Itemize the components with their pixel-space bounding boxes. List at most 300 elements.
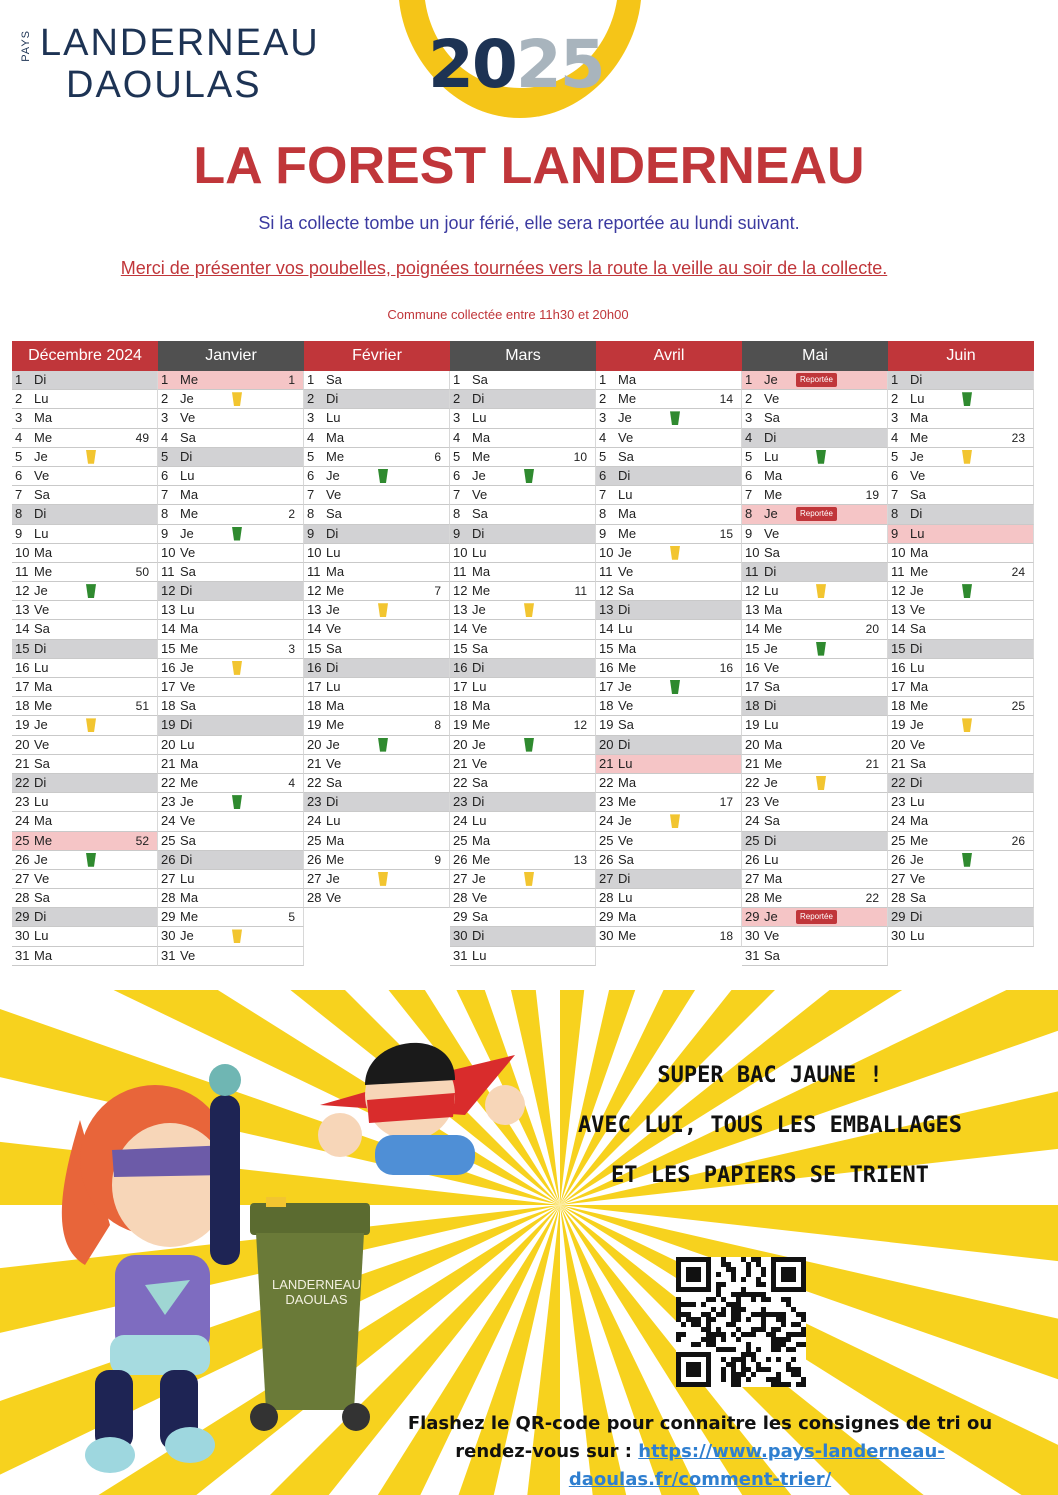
day-weekday: Di	[764, 832, 777, 848]
day-number: 25	[599, 832, 614, 848]
day-row	[742, 429, 888, 448]
week-number: 52	[135, 833, 149, 848]
day-number: 5	[891, 448, 899, 464]
week-number: 16	[719, 660, 733, 675]
day-row	[304, 889, 450, 908]
day-number: 1	[307, 372, 315, 387]
day-row	[596, 448, 742, 467]
week-number: 2	[288, 507, 295, 522]
day-number: 20	[891, 736, 906, 752]
day-row	[12, 448, 158, 467]
day-row	[12, 774, 158, 793]
day-weekday: Ma	[180, 755, 199, 771]
week-number: 49	[135, 430, 149, 445]
day-weekday: Ve	[910, 870, 926, 886]
yellow-bin-icon	[86, 450, 96, 464]
slogan-line-2: AVEC LUI, TOUS LES EMBALLAGES	[577, 1113, 963, 1138]
day-number: 11	[15, 563, 29, 579]
day-row	[158, 409, 304, 428]
day-weekday: Ma	[326, 563, 345, 579]
day-row	[158, 812, 304, 831]
day-row	[888, 793, 1034, 812]
day-row	[742, 544, 888, 563]
day-row	[450, 716, 596, 735]
day-weekday: Di	[910, 774, 923, 790]
day-number: 27	[745, 870, 760, 886]
day-number: 21	[745, 755, 760, 771]
day-number: 14	[307, 621, 322, 637]
day-row	[450, 697, 596, 716]
day-weekday: Ve	[326, 890, 342, 906]
day-row	[888, 448, 1034, 467]
day-weekday: Ve	[910, 467, 926, 483]
day-row	[596, 563, 742, 582]
collection-calendar	[12, 341, 1034, 1001]
day-row	[158, 601, 304, 620]
day-row	[304, 659, 450, 678]
day-number: 12	[599, 583, 614, 599]
day-number: 18	[745, 698, 760, 714]
day-weekday: Lu	[472, 947, 487, 963]
day-weekday: Sa	[618, 583, 634, 599]
website-link[interactable]: https://www.pays-landerneau-daoulas.fr/comment-trier/	[568, 1441, 945, 1490]
day-row	[12, 659, 158, 678]
day-row	[742, 620, 888, 639]
day-number: 3	[453, 410, 461, 426]
day-number: 5	[599, 448, 607, 464]
day-weekday: Ve	[764, 794, 780, 810]
day-weekday: Je	[472, 736, 486, 752]
week-number: 22	[865, 891, 879, 906]
day-weekday: Je	[618, 813, 632, 829]
day-weekday: Lu	[34, 391, 49, 407]
day-number: 21	[161, 755, 176, 771]
day-row	[12, 697, 158, 716]
day-row	[742, 390, 888, 409]
day-weekday: Lu	[618, 755, 633, 771]
day-row	[596, 812, 742, 831]
day-weekday: Lu	[34, 525, 49, 541]
day-weekday: Lu	[326, 544, 341, 560]
day-weekday: Lu	[472, 410, 487, 426]
day-row	[304, 755, 450, 774]
day-row	[596, 889, 742, 908]
week-number: 26	[1011, 833, 1025, 848]
day-weekday: Ma	[34, 410, 53, 426]
day-weekday: Ma	[618, 640, 637, 656]
yellow-bin-icon	[962, 718, 972, 732]
day-number: 23	[15, 794, 30, 810]
day-number: 20	[161, 736, 176, 752]
day-weekday: Lu	[472, 679, 487, 694]
day-number: 23	[307, 794, 322, 810]
day-weekday: Je	[764, 774, 778, 790]
day-row	[12, 947, 158, 966]
day-number: 9	[891, 525, 899, 541]
day-number: 17	[15, 679, 30, 694]
day-row	[596, 851, 742, 870]
day-row	[158, 505, 304, 524]
day-number: 16	[745, 659, 760, 675]
day-row	[304, 467, 450, 486]
day-weekday: Je	[910, 583, 924, 599]
day-row	[450, 659, 596, 678]
day-row	[742, 486, 888, 505]
day-number: 29	[599, 909, 614, 925]
day-weekday: Di	[34, 909, 47, 925]
day-weekday: Ve	[326, 487, 342, 503]
green-bin-icon	[670, 680, 680, 694]
day-row	[596, 620, 742, 639]
day-row	[158, 927, 304, 946]
super-boy-illustration	[305, 1025, 525, 1200]
day-row	[12, 582, 158, 601]
day-weekday: Je	[618, 410, 632, 426]
day-row	[450, 678, 596, 697]
yellow-bin-icon	[378, 872, 388, 886]
day-row	[12, 505, 158, 524]
qr-code-icon[interactable]	[676, 1257, 806, 1387]
day-weekday: Lu	[618, 890, 633, 906]
day-number: 4	[161, 429, 169, 445]
day-number: 1	[599, 372, 607, 387]
day-weekday: Je	[326, 870, 340, 886]
day-row	[742, 927, 888, 946]
day-number: 19	[891, 717, 906, 733]
day-number: 28	[891, 890, 906, 906]
day-weekday: Ve	[618, 832, 634, 848]
day-row	[888, 505, 1034, 524]
day-weekday: Ma	[34, 679, 53, 694]
day-weekday: Lu	[472, 544, 487, 560]
day-row	[304, 390, 450, 409]
day-number: 5	[307, 448, 315, 464]
day-weekday: Me	[764, 621, 783, 637]
day-row	[888, 736, 1034, 755]
day-number: 9	[161, 525, 169, 541]
week-number: 12	[573, 718, 587, 733]
day-number: 6	[307, 467, 315, 483]
day-row	[450, 870, 596, 889]
day-weekday: Me	[326, 448, 345, 464]
month-header: Mai	[742, 341, 888, 371]
day-weekday: Me	[472, 583, 491, 599]
day-number: 28	[161, 890, 176, 906]
day-number: 9	[453, 525, 461, 541]
day-weekday: Ve	[910, 602, 926, 618]
day-number: 28	[599, 890, 614, 906]
day-row	[158, 659, 304, 678]
day-row	[158, 908, 304, 927]
day-row	[888, 525, 1034, 544]
day-number: 31	[161, 947, 176, 963]
day-weekday: Lu	[910, 659, 925, 675]
yellow-bin-icon	[378, 603, 388, 617]
day-row	[12, 429, 158, 448]
day-number: 16	[891, 659, 906, 675]
day-number: 27	[891, 870, 906, 886]
bin-logo: LANDERNEAU DAOULAS	[272, 1277, 361, 1307]
day-weekday: Lu	[180, 870, 195, 886]
day-number: 22	[453, 774, 468, 790]
day-number: 11	[745, 563, 759, 579]
day-number: 10	[891, 544, 906, 560]
green-bin-icon	[816, 450, 826, 464]
month-header: Décembre 2024	[12, 341, 158, 371]
day-number: 29	[15, 909, 30, 925]
day-row	[158, 774, 304, 793]
day-number: 27	[453, 870, 468, 886]
day-number: 19	[599, 717, 614, 733]
day-row	[304, 371, 450, 390]
day-number: 14	[161, 621, 176, 637]
day-weekday: Sa	[180, 832, 196, 848]
day-number: 8	[599, 506, 607, 522]
day-weekday: Me	[326, 851, 345, 867]
day-weekday: Sa	[764, 410, 780, 426]
day-number: 31	[453, 947, 468, 963]
day-weekday: Sa	[910, 755, 926, 771]
day-weekday: Di	[472, 659, 485, 675]
day-number: 11	[599, 563, 613, 579]
day-number: 26	[891, 851, 906, 867]
slogan-line-3: ET LES PAPIERS SE TRIENT	[611, 1163, 929, 1188]
day-weekday: Lu	[910, 525, 925, 541]
day-row	[158, 832, 304, 851]
day-number: 1	[745, 372, 753, 387]
day-row	[450, 947, 596, 966]
day-weekday: Je	[472, 602, 486, 618]
day-row	[450, 774, 596, 793]
day-weekday: Ve	[764, 391, 780, 407]
day-weekday: Ve	[618, 698, 634, 714]
day-number: 7	[599, 487, 607, 503]
day-weekday: Je	[764, 506, 778, 522]
day-row	[304, 870, 450, 889]
day-row	[888, 563, 1034, 582]
day-weekday: Ma	[472, 698, 491, 714]
day-weekday: Ve	[180, 947, 196, 963]
day-row	[12, 640, 158, 659]
day-weekday: Sa	[326, 640, 342, 656]
day-weekday: Me	[472, 717, 491, 733]
day-row	[158, 486, 304, 505]
day-row	[12, 870, 158, 889]
day-number: 12	[161, 583, 176, 599]
yellow-bin-icon	[86, 718, 96, 732]
day-weekday: Me	[180, 774, 199, 790]
day-weekday: Ma	[34, 813, 53, 829]
month-header: Février	[304, 341, 450, 371]
day-row	[450, 851, 596, 870]
day-number: 26	[453, 851, 468, 867]
day-number: 31	[15, 947, 30, 963]
day-row	[450, 505, 596, 524]
day-weekday: Ma	[326, 832, 345, 848]
day-number: 22	[891, 774, 906, 790]
day-number: 20	[453, 736, 468, 752]
green-bin-icon	[962, 584, 972, 598]
day-number: 11	[891, 563, 905, 579]
day-number: 19	[745, 717, 760, 733]
month-column	[596, 341, 742, 947]
day-number: 29	[745, 909, 760, 925]
day-number: 15	[453, 640, 468, 656]
day-number: 27	[161, 870, 176, 886]
day-weekday: Lu	[910, 928, 925, 944]
page-title: LA FOREST LANDERNEAU	[193, 137, 865, 195]
day-number: 3	[745, 410, 753, 426]
day-number: 14	[745, 621, 760, 637]
day-weekday: Lu	[34, 659, 49, 675]
day-number: 10	[745, 544, 760, 560]
day-number: 22	[161, 774, 176, 790]
day-weekday: Me	[472, 448, 491, 464]
day-weekday: Ve	[764, 659, 780, 675]
day-weekday: Me	[326, 717, 345, 733]
day-weekday: Me	[618, 794, 637, 810]
day-row	[596, 544, 742, 563]
day-row	[450, 563, 596, 582]
day-weekday: Lu	[180, 602, 195, 618]
day-row	[888, 927, 1034, 946]
day-number: 30	[15, 928, 30, 944]
day-row	[596, 908, 742, 927]
day-weekday: Me	[472, 851, 491, 867]
day-weekday: Sa	[764, 947, 780, 963]
day-row	[450, 908, 596, 927]
day-weekday: Me	[910, 429, 929, 445]
day-row	[12, 525, 158, 544]
day-number: 4	[599, 429, 607, 445]
day-weekday: Ve	[326, 755, 342, 771]
day-number: 24	[745, 813, 760, 829]
day-weekday: Lu	[764, 851, 779, 867]
day-row	[12, 716, 158, 735]
day-number: 15	[161, 640, 176, 656]
green-bin-icon	[232, 527, 242, 541]
day-row	[158, 620, 304, 639]
day-row	[888, 851, 1034, 870]
day-number: 19	[161, 717, 176, 733]
day-weekday: Je	[910, 448, 924, 464]
day-row	[888, 716, 1034, 735]
day-weekday: Lu	[764, 583, 779, 599]
day-number: 14	[891, 621, 906, 637]
day-row	[158, 736, 304, 755]
day-row	[742, 371, 888, 390]
day-weekday: Sa	[910, 487, 926, 503]
day-number: 5	[161, 448, 169, 464]
day-row	[596, 678, 742, 697]
day-weekday: Me	[180, 909, 199, 925]
day-weekday: Ma	[618, 909, 637, 925]
day-row	[12, 755, 158, 774]
day-weekday: Lu	[180, 467, 195, 483]
day-number: 29	[161, 909, 176, 925]
week-number: 23	[1011, 430, 1025, 445]
day-row	[596, 429, 742, 448]
yellow-bin-icon	[670, 546, 680, 560]
day-number: 5	[745, 448, 753, 464]
week-number: 50	[135, 564, 149, 579]
day-weekday: Lu	[910, 794, 925, 810]
day-number: 26	[745, 851, 760, 867]
day-weekday: Me	[180, 640, 199, 656]
day-weekday: Di	[472, 794, 485, 810]
day-row	[450, 409, 596, 428]
day-weekday: Je	[618, 544, 632, 560]
day-row	[742, 659, 888, 678]
day-row	[888, 371, 1034, 390]
day-weekday: Ma	[180, 890, 199, 906]
day-row	[596, 774, 742, 793]
day-weekday: Sa	[472, 909, 488, 925]
day-row	[888, 870, 1034, 889]
day-row	[304, 793, 450, 812]
day-row	[742, 851, 888, 870]
day-weekday: Je	[34, 583, 48, 599]
month-header: Juin	[888, 341, 1034, 371]
day-weekday: Je	[910, 851, 924, 867]
day-row	[158, 640, 304, 659]
month-column	[304, 341, 450, 908]
day-row	[450, 525, 596, 544]
day-row	[742, 448, 888, 467]
day-weekday: Sa	[34, 621, 50, 637]
day-number: 25	[15, 832, 30, 848]
day-number: 13	[161, 602, 176, 618]
day-number: 17	[891, 679, 906, 694]
day-row	[450, 889, 596, 908]
day-weekday: Ma	[326, 429, 345, 445]
day-number: 4	[891, 429, 899, 445]
week-number: 13	[573, 852, 587, 867]
day-row	[596, 697, 742, 716]
day-row	[12, 832, 158, 851]
day-number: 10	[15, 544, 30, 560]
day-weekday: Je	[34, 717, 48, 733]
day-number: 16	[307, 659, 322, 675]
day-weekday: Ve	[764, 928, 780, 944]
day-weekday: Sa	[472, 372, 488, 387]
day-weekday: Je	[326, 602, 340, 618]
day-number: 10	[453, 544, 468, 560]
week-number: 14	[719, 392, 733, 407]
day-row	[742, 697, 888, 716]
day-weekday: Me	[34, 832, 53, 848]
day-row	[304, 697, 450, 716]
day-number: 19	[15, 717, 30, 733]
green-bin-icon	[86, 853, 96, 867]
day-number: 16	[599, 659, 614, 675]
week-number: 7	[434, 584, 441, 599]
day-weekday: Ma	[180, 621, 199, 637]
day-weekday: Lu	[764, 448, 779, 464]
day-row	[888, 889, 1034, 908]
day-number: 25	[453, 832, 468, 848]
month-header: Janvier	[158, 341, 304, 371]
day-number: 1	[15, 372, 23, 387]
day-row	[12, 601, 158, 620]
day-row	[12, 908, 158, 927]
day-row	[304, 544, 450, 563]
day-weekday: Ma	[180, 487, 199, 503]
month-column	[158, 341, 304, 966]
day-row	[158, 870, 304, 889]
day-number: 9	[599, 525, 607, 541]
day-row	[450, 486, 596, 505]
